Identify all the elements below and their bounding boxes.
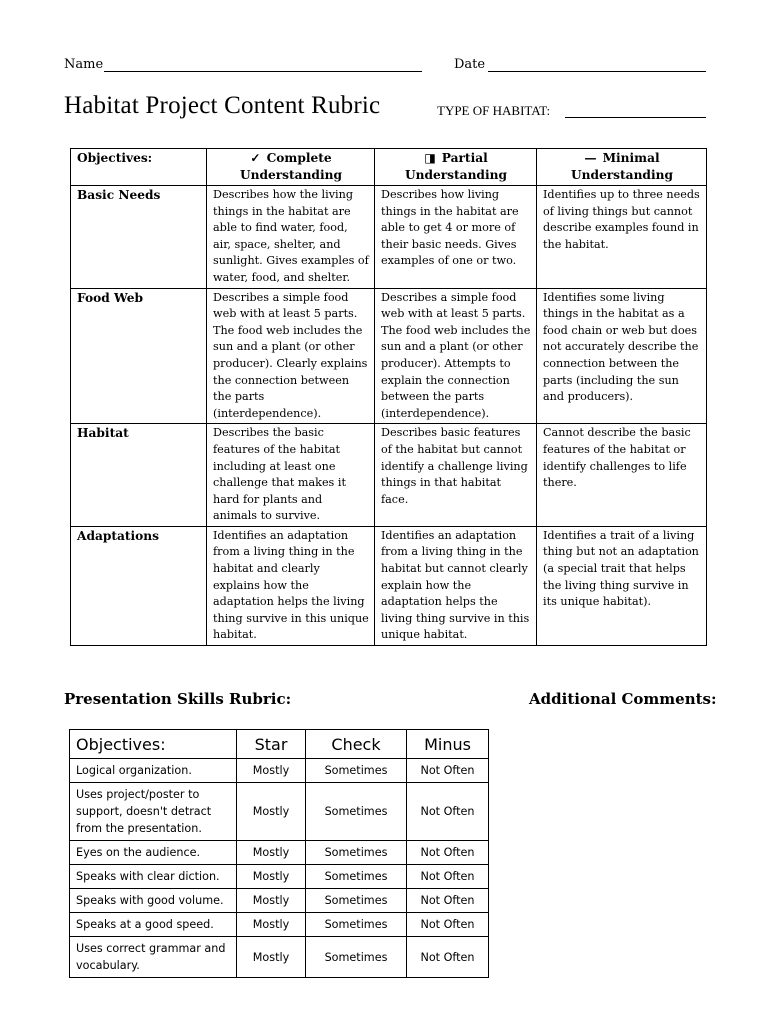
objective-basic-needs: Basic Needs — [71, 186, 207, 289]
check-cell: Sometimes — [306, 783, 407, 841]
skill-label: Speaks with good volume. — [70, 889, 237, 913]
presentation-rubric-table — [69, 729, 489, 978]
table-row — [70, 937, 489, 978]
name-field[interactable] — [64, 57, 103, 72]
star-cell: Mostly — [237, 841, 306, 865]
rubric-cell: Identifies some living things in the habitat as a food chain or web but does not accurately describe the connection between the parts (including the sun and producers). — [537, 288, 707, 424]
minus-cell: Not Often — [407, 889, 489, 913]
objectives-header: Objectives: — [71, 149, 207, 186]
table-row — [70, 841, 489, 865]
minus-cell: Not Often — [407, 865, 489, 889]
partial-icon: ◨ — [424, 151, 436, 165]
habitat-type-label: TYPE OF HABITAT: — [437, 103, 551, 118]
table-row — [71, 526, 707, 645]
page-title: Habitat Project Content Rubric — [64, 92, 381, 119]
content-rubric-header-row — [71, 149, 707, 186]
star-header: Star — [237, 730, 306, 759]
star-cell: Mostly — [237, 865, 306, 889]
star-cell: Mostly — [237, 759, 306, 783]
star-cell: Mostly — [237, 783, 306, 841]
skill-label: Logical organization. — [70, 759, 237, 783]
skill-label: Speaks at a good speed. — [70, 913, 237, 937]
date-line — [488, 71, 706, 72]
rubric-cell: Identifies an adaptation from a living thing in the habitat but cannot clearly explain how the adaptation helps the living thing survive in this unique habitat. — [375, 526, 537, 645]
minus-cell: Not Often — [407, 937, 489, 978]
rubric-cell: Describes how living things in the habitat are able to get 4 or more of their basic needs. Gives examples of one or two. — [375, 186, 537, 289]
objective-habitat: Habitat — [71, 424, 207, 527]
objective-food-web: Food Web — [71, 288, 207, 424]
skill-label: Uses project/poster to support, doesn't detract from the presentation. — [70, 783, 237, 841]
skill-label: Eyes on the audience. — [70, 841, 237, 865]
minus-cell: Not Often — [407, 783, 489, 841]
table-row — [70, 759, 489, 783]
content-rubric-table — [70, 148, 707, 646]
name-line — [104, 71, 422, 72]
rubric-cell: Describes the basic features of the habitat including at least one challenge that makes it hard for plants and animals to survive. — [207, 424, 375, 527]
date-label: Date — [454, 57, 486, 72]
rubric-cell: Identifies a trait of a living thing but not an adaptation (a special trait that helps the living thing survive in its unique habitat). — [537, 526, 707, 645]
pres-objectives-header: Objectives: — [70, 730, 237, 759]
minimal-header: — Minimal Understanding — [537, 149, 707, 186]
rubric-cell: Describes a simple food web with at least 5 parts. The food web includes the sun and a plant (or other producer). Clearly explains the connection between the parts (interdependence). — [207, 288, 375, 424]
dash-icon: — — [584, 151, 597, 165]
table-row — [71, 288, 707, 424]
check-cell: Sometimes — [306, 865, 407, 889]
check-header: Check — [306, 730, 407, 759]
check-cell: Sometimes — [306, 759, 407, 783]
complete-header: ✓ Complete Understanding — [207, 149, 375, 186]
minus-cell: Not Often — [407, 841, 489, 865]
check-cell: Sometimes — [306, 937, 407, 978]
check-cell: Sometimes — [306, 841, 407, 865]
habitat-type-line — [565, 117, 706, 118]
minus-cell: Not Often — [407, 759, 489, 783]
minus-cell: Not Often — [407, 913, 489, 937]
table-row — [71, 424, 707, 527]
date-field[interactable] — [454, 57, 485, 72]
check-icon: ✓ — [250, 151, 261, 165]
rubric-cell: Describes basic features of the habitat but cannot identify a challenge living things in that habitat face. — [375, 424, 537, 527]
star-cell: Mostly — [237, 889, 306, 913]
star-cell: Mostly — [237, 937, 306, 978]
rubric-cell: Describes a simple food web with at least 5 parts. The food web includes the sun and a plant (or other producer). Attempts to explain the connection between the parts (interdependence). — [375, 288, 537, 424]
minus-header: Minus — [407, 730, 489, 759]
presentation-rubric-title: Presentation Skills Rubric: — [64, 690, 292, 708]
rubric-cell: Describes how the living things in the habitat are able to find water, food, air, space, shelter, and sunlight. Gives examples of water, food, and shelter. — [207, 186, 375, 289]
rubric-cell: Cannot describe the basic features of the habitat or identify challenges to life there. — [537, 424, 707, 527]
skill-label: Uses correct grammar and vocabulary. — [70, 937, 237, 978]
table-row — [70, 889, 489, 913]
presentation-header-row — [70, 730, 489, 759]
table-row — [70, 913, 489, 937]
table-row — [71, 186, 707, 289]
rubric-cell: Identifies up to three needs of living things but cannot describe examples found in the habitat. — [537, 186, 707, 289]
objective-adaptations: Adaptations — [71, 526, 207, 645]
name-label: Name — [64, 57, 104, 72]
skill-label: Speaks with clear diction. — [70, 865, 237, 889]
additional-comments-title: Additional Comments: — [529, 690, 717, 708]
habitat-type-field[interactable] — [437, 103, 550, 119]
table-row — [70, 865, 489, 889]
table-row — [70, 783, 489, 841]
rubric-cell: Identifies an adaptation from a living thing in the habitat and clearly explains how the adaptation helps the living thing survive in this unique habitat. — [207, 526, 375, 645]
check-cell: Sometimes — [306, 889, 407, 913]
partial-header: ◨ Partial Understanding — [375, 149, 537, 186]
check-cell: Sometimes — [306, 913, 407, 937]
star-cell: Mostly — [237, 913, 306, 937]
